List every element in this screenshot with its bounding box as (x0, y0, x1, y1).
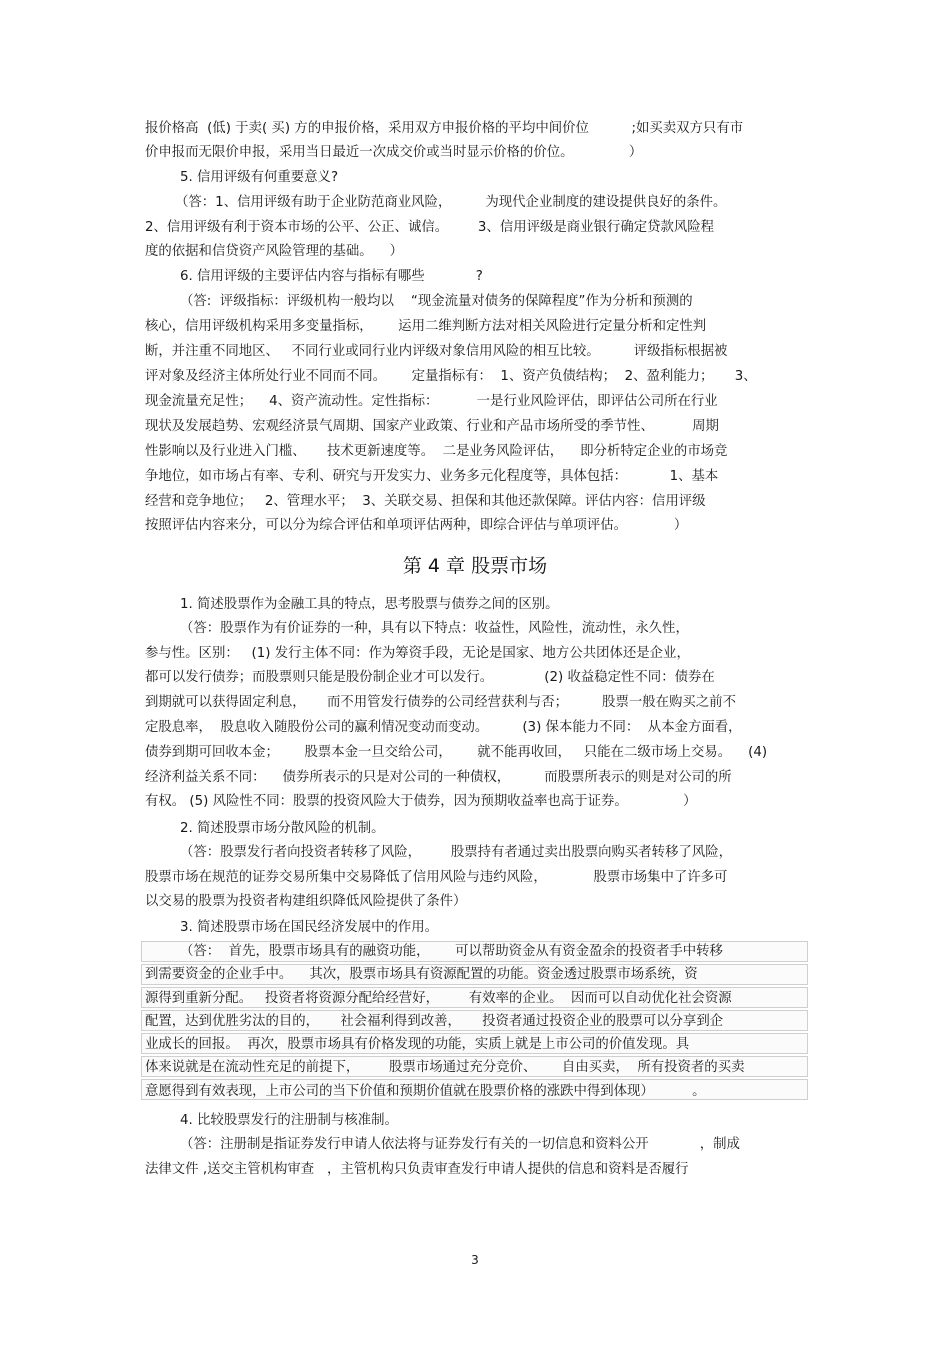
body-line: 价申报而无限价申报，采用当日最近一次成交价或当时显示价格的价位。 ） (145, 145, 643, 160)
body-line: 争地位，如市场占有率、专利、研究与开发实力、业务多元化程度等，具体包括： 1、基本 (145, 469, 719, 484)
body-line: （答：注册制是指证券发行申请人依法将与证券发行有关的一切信息和资料公开 ，制成 (180, 1137, 740, 1152)
body-line: （答：股票作为有价证券的一种，具有以下特点：收益性，风险性，流动性，永久性， (180, 621, 689, 636)
body-line: 度的依据和信贷资产风险管理的基础。 ） (145, 244, 404, 259)
body-line: 股票市场在规范的证券交易所集中交易降低了信用风险与违约风险， 股票市场集中了许多可 (145, 870, 728, 885)
body-line: 法律文件 ,送交主管机构审查 ，主管机构只负责审查发行申请人提供的信息和资料是否履行 (145, 1162, 689, 1177)
body-line: （答：1、信用评级有助于企业防范商业风险， 为现代企业制度的建设提供良好的条件。 (175, 195, 727, 210)
body-line: 体来说就是在流动性充足的前提下， 股票市场通过充分竞价、 自由买卖， 所有投资者的买卖 (145, 1060, 745, 1075)
question-heading: 6. 信用评级的主要评估内容与指标有哪些 ? (180, 269, 483, 284)
body-line: 断，并注重不同地区、 不同行业或同行业内评级对象信用风险的相互比较。 评级指标根据被 (145, 344, 728, 359)
body-line: 业成长的回报。 再次，股票市场具有价格发现的功能，实质上就是上市公司的价值发现。具 (145, 1037, 690, 1052)
body-line: 性影响以及行业进入门槛、 技术更新速度等。 二是业务风险评估， 即分析特定企业的市场竞 (145, 444, 728, 459)
body-line: 现状及发展趋势、宏观经济景气周期、国家产业政策、行业和产品市场所受的季节性、 周期 (145, 419, 719, 434)
body-line: 2、信用评级有利于资本市场的公平、公正、诚信。 3、信用评级是商业银行确定贷款风险程 (145, 220, 715, 235)
body-line: （答： 首先，股票市场具有的融资功能， 可以帮助资金从有资金盈余的投资者手中转移 (180, 944, 723, 959)
body-line: 到需要资金的企业手中。 其次，股票市场具有资源配置的功能。资金透过股票市场系统，资 (145, 967, 698, 982)
body-line: 定股息率， 股息收入随股份公司的赢利情况变动而变动。 (3) 保本能力不同： 从本金方面看， (145, 720, 742, 735)
question-heading: 3. 简述股票市场在国民经济发展中的作用。 (180, 920, 439, 935)
body-line: 按照评估内容来分，可以分为综合评估和单项评估两种，即综合评估与单项评估。 ） (145, 518, 688, 533)
chapter-title: 第 4 章 股票市场 (402, 555, 548, 577)
body-line: （答：股票发行者向投资者转移了风险， 股票持有者通过卖出股票向购买者转移了风险， (180, 845, 733, 860)
body-line: 经济利益关系不同： 债券所表示的只是对公司的一种债权， 而股票所表示的则是对公司的所 (145, 770, 732, 785)
body-line: （答: 评级指标：评级机构一般均以 “现金流量对债务的保障程度”作为分析和预测的 (180, 294, 693, 309)
body-line: 报价格高 (低) 于卖( 买) 方的申报价格，采用双方申报价格的平均中间价位 ;如买卖双方只有市 (145, 121, 744, 136)
body-line: 现金流量充足性； 4、资产流动性。定性指标： 一是行业风险评估，即评估公司所在行业 (145, 394, 718, 409)
body-line: 都可以发行债券；而股票则只能是股份制企业才可以发行。 (2) 收益稳定性不同：债券在 (145, 670, 715, 685)
body-line: 源得到重新分配。 投资者将资源分配给经营好， 有效率的企业。 因而可以自动优化社会资源 (145, 991, 732, 1006)
question-heading: 2. 简述股票市场分散风险的机制。 (180, 821, 385, 836)
body-line: 意愿得到有效表现，上市公司的当下价值和预期价值就在股票价格的涨跌中得到体现） 。 (145, 1084, 706, 1099)
question-heading: 4. 比较股票发行的注册制与核准制。 (180, 1113, 398, 1128)
body-line: 核心，信用评级机构采用多变量指标， 运用二维判断方法对相关风险进行定量分析和定性判 (145, 319, 707, 334)
body-line: 配置，达到优胜劣汰的目的， 社会福利得到改善， 投资者通过投资企业的股票可以分享到企 (145, 1014, 724, 1029)
body-line: 参与性。区别： (1) 发行主体不同：作为筹资手段，无论是国家、地方公共团体还是企业， (145, 646, 690, 661)
body-line: 以交易的股票为投资者构建组织降低风险提供了条件） (145, 894, 467, 909)
body-line: 有权。 (5) 风险性不同：股票的投资风险大于债券，因为预期收益率也高于证券。 ） (145, 794, 697, 809)
body-line: 到期就可以获得固定利息， 而不用管发行债券的公司经营获利与否； 股票一般在购买之前不 (145, 695, 736, 710)
page-number: 3 (471, 1253, 479, 1267)
body-line: 评对象及经济主体所处行业不同而不同。 定量指标有： 1、资产负债结构； 2、盈利能力； 3、 (145, 369, 757, 384)
body-line: 经营和竞争地位； 2、管理水平； 3、关联交易、担保和其他还款保障。评估内容：信用评级 (145, 494, 706, 509)
question-heading: 1. 简述股票作为金融工具的特点，思考股票与债券之间的区别。 (180, 597, 559, 612)
question-heading: 5. 信用评级有何重要意义? (180, 170, 339, 185)
body-line: 债券到期可回收本金； 股票本金一旦交给公司， 就不能再收回， 只能在二级市场上交易。 (4) (145, 745, 768, 760)
